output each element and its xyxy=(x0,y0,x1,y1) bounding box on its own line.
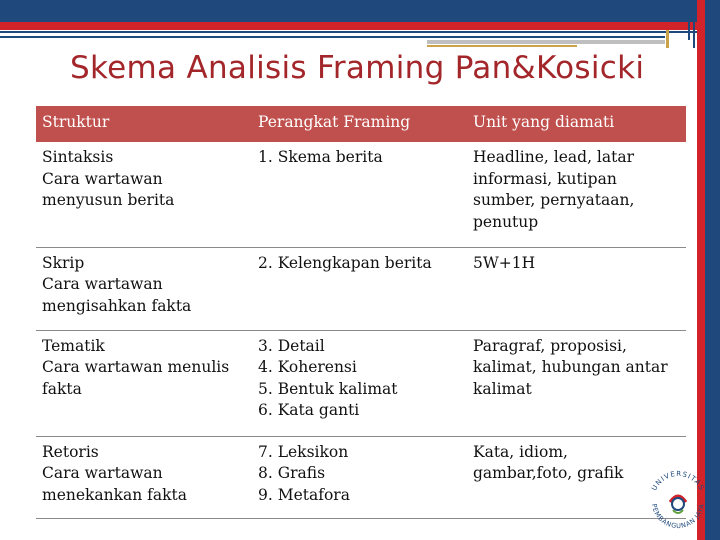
top-blue-bar xyxy=(0,0,720,22)
cell-line: 7. Leksikon xyxy=(258,442,349,461)
cell-line: fakta xyxy=(42,379,82,398)
cell-line: kalimat, hubungan antar xyxy=(473,358,668,376)
cell-line: 6. Kata ganti xyxy=(258,401,360,419)
cell-line: Cara wartawan menulis xyxy=(42,358,230,376)
table-row xyxy=(36,330,686,436)
top-thin-line xyxy=(0,31,720,33)
right-blue-bar xyxy=(705,0,720,540)
cell-perangkat xyxy=(252,247,467,330)
cell-line: mengisahkan fakta xyxy=(42,296,192,315)
cell-line: 4. Koherensi xyxy=(258,358,357,376)
table-header-row xyxy=(36,106,686,142)
table-row xyxy=(36,436,686,518)
cell-line: kalimat xyxy=(473,379,532,398)
cell-line: sumber, pernyataan, xyxy=(473,191,635,209)
cell-line: 1. Skema berita xyxy=(258,148,383,166)
cell-line: 5. Bentuk kalimat xyxy=(258,379,398,398)
top-red-bar xyxy=(0,22,720,30)
cell-line: gambar,foto, grafik xyxy=(473,464,624,482)
top-thin-line-2 xyxy=(0,36,665,38)
table-row xyxy=(36,247,686,330)
cell-line: 5W+1H xyxy=(473,253,536,272)
table-row xyxy=(36,142,686,247)
right-gold-accent xyxy=(666,30,669,48)
cell-perangkat xyxy=(252,330,467,436)
cell-line: Headline, lead, latar xyxy=(473,148,635,166)
gold-accent-bar xyxy=(427,45,577,47)
cell-perangkat xyxy=(252,142,467,247)
right-thin-line xyxy=(693,0,695,48)
header-unit-diamati: Unit yang diamati xyxy=(467,106,686,142)
cell-line: Cara wartawan xyxy=(42,275,163,293)
cell-line: 8. Grafis xyxy=(258,464,326,482)
header-struktur: Struktur xyxy=(36,106,252,142)
cell-line: Sintaksis xyxy=(42,148,114,166)
logo-text-bottom: PEMBANGUNAN JAYA xyxy=(650,503,707,531)
university-logo xyxy=(646,460,710,532)
cell-line: penutup xyxy=(473,212,539,231)
cell-line: Kata, idiom, xyxy=(473,442,568,461)
cell-struktur xyxy=(36,142,252,247)
svg-text:PEMBANGUNAN JAYA xyxy=(650,503,706,530)
cell-unit xyxy=(467,247,686,330)
svg-text:UNIVERSITAS xyxy=(650,470,706,492)
cell-line: 9. Metafora xyxy=(258,485,350,504)
cell-line: menyusun berita xyxy=(42,191,175,209)
header-perangkat-framing: Perangkat Framing xyxy=(252,106,467,142)
cell-struktur xyxy=(36,330,252,436)
cell-line: menekankan fakta xyxy=(42,485,188,504)
right-thin-line-2 xyxy=(688,0,690,40)
cell-unit xyxy=(467,330,686,436)
cell-line: Skrip xyxy=(42,253,85,272)
cell-line: informasi, kutipan xyxy=(473,169,617,188)
cell-line: Cara wartawan xyxy=(42,169,163,188)
cell-line: Retoris xyxy=(42,442,99,461)
university-seal-icon xyxy=(646,460,710,532)
cell-line: Paragraf, proposisi, xyxy=(473,336,627,355)
grey-accent-bar xyxy=(427,40,665,44)
slide-title: Skema Analisis Framing Pan&Kosicki xyxy=(70,50,645,86)
right-red-bar xyxy=(697,0,705,540)
cell-line: 2. Kelengkapan berita xyxy=(258,253,432,272)
framing-table xyxy=(36,106,686,519)
cell-struktur xyxy=(36,436,252,518)
cell-struktur xyxy=(36,247,252,330)
cell-line: Cara wartawan xyxy=(42,464,163,482)
cell-line: Tematik xyxy=(42,336,105,355)
cell-unit xyxy=(467,142,686,247)
cell-line: 3. Detail xyxy=(258,336,325,355)
cell-perangkat xyxy=(252,436,467,518)
logo-text-top: UNIVERSITAS xyxy=(650,469,706,493)
